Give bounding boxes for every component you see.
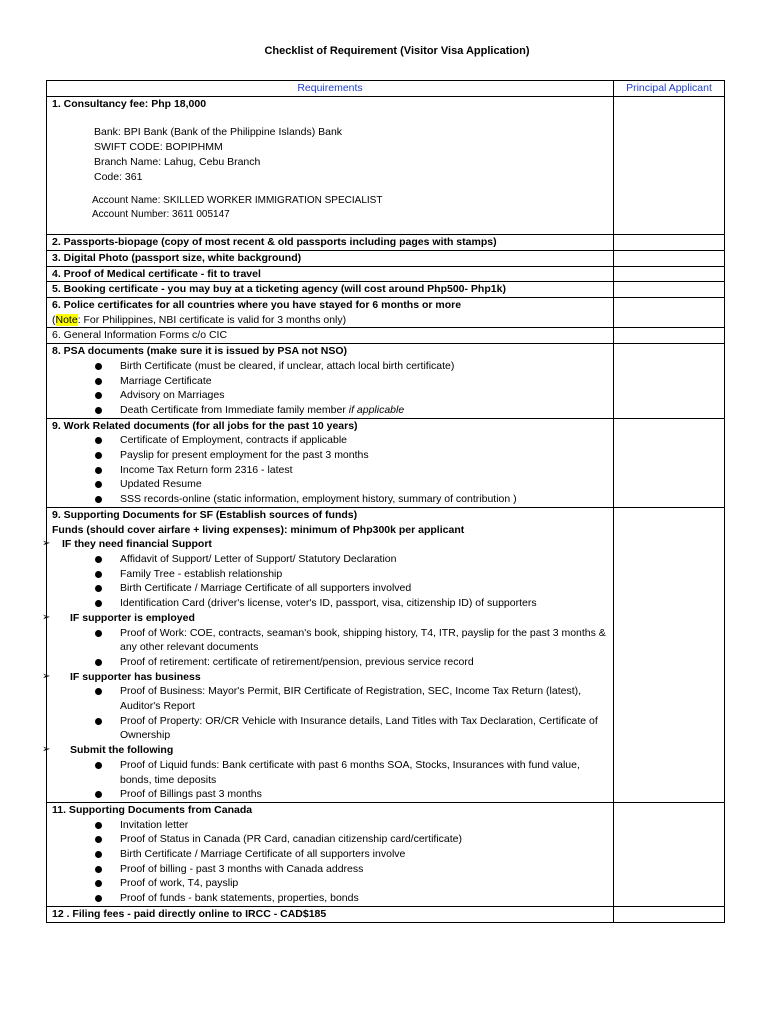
work-list	[52, 433, 613, 507]
bullet-dot-icon	[95, 407, 102, 414]
req-9-title: 9. Work Related documents (for all jobs for the past 10 years)	[52, 419, 358, 432]
bullet-dot-icon	[95, 688, 102, 695]
list-item: Proof of funds - bank statements, properties, bonds	[52, 891, 613, 906]
bank-name: Bank: BPI Bank (Bank of the Philippine Islands) Bank	[94, 126, 343, 139]
bullet-dot-icon	[95, 791, 102, 798]
req-12: 12 . Filing fees - paid directly online to IRCC - CAD$185	[47, 906, 614, 922]
table-row	[47, 328, 725, 344]
table-row	[47, 344, 725, 419]
req-5: 5. Booking certificate - you may buy at a ticketing agency (will cost around Php500- Php1k)	[47, 282, 614, 298]
psa-list	[52, 359, 613, 418]
group-submit-following: ➢ Submit the following	[42, 744, 174, 757]
bullet-dot-icon	[95, 866, 102, 873]
req-6b: 6. General Information Forms c/o CIC	[47, 328, 614, 344]
bank-code: Code: 361	[94, 170, 143, 183]
bullet-dot-icon	[95, 496, 102, 503]
principal-cell	[614, 96, 725, 235]
bullet-dot-icon	[95, 363, 102, 370]
table-row	[47, 250, 725, 266]
req-11-title: 11. Supporting Documents from Canada	[52, 803, 253, 816]
list-item: Invitation letter	[52, 818, 613, 833]
list-item: Affidavit of Support/ Letter of Support/ Statutory Declaration	[52, 552, 613, 567]
table-row	[47, 298, 725, 328]
principal-cell	[614, 906, 725, 922]
bullet-dot-icon	[95, 378, 102, 385]
bank-details	[52, 125, 613, 184]
list-item: Proof of Status in Canada (PR Card, canadian citizenship card/certificate)	[52, 832, 613, 847]
bullet-dot-icon	[95, 880, 102, 887]
list-item: Proof of billing - past 3 months with Canada address	[52, 862, 613, 877]
list-item: Proof of Billings past 3 months	[52, 787, 613, 802]
req-1-title: 1. Consultancy fee: Php 18,000	[52, 97, 207, 110]
principal-cell	[614, 298, 725, 328]
branch-name: Branch Name: Lahug, Cebu Branch	[94, 155, 261, 168]
arrow-bullet-icon: ➢	[42, 611, 51, 623]
principal-cell	[614, 235, 725, 251]
req-6-note: (Note: For Philippines, NBI certificate is valid for 3 months only)	[52, 313, 347, 326]
list-item: Certificate of Employment, contracts if applicable	[52, 433, 613, 448]
principal-cell	[614, 802, 725, 906]
bullet-dot-icon	[95, 659, 102, 666]
list-item: Birth Certificate / Marriage Certificate of all supporters involve	[52, 847, 613, 862]
req-2: 2. Passports-biopage (copy of most recent & old passports including pages with stamps)	[47, 235, 614, 251]
bullet-dot-icon	[95, 437, 102, 444]
bullet-dot-icon	[95, 762, 102, 769]
arrow-bullet-icon: ➢	[42, 744, 51, 756]
bullet-dot-icon	[95, 718, 102, 725]
list-item: Income Tax Return form 2316 - latest	[52, 463, 613, 478]
header-requirements: Requirements	[47, 81, 614, 97]
principal-cell	[614, 344, 725, 419]
req-6-title: 6. Police certificates for all countries where you have stayed for 6 months or more	[52, 299, 462, 312]
list-item: Payslip for present employment for the past 3 months	[52, 448, 613, 463]
principal-cell	[614, 282, 725, 298]
table-row	[47, 906, 725, 922]
note-highlight: Note	[55, 313, 78, 326]
req-9b-title: 9. Supporting Documents for SF (Establish sources of funds)	[52, 508, 358, 521]
list-item: Marriage Certificate	[52, 374, 613, 389]
bullet-dot-icon	[95, 851, 102, 858]
list-item: Advisory on Marriages	[52, 388, 613, 403]
account-details	[52, 194, 613, 234]
bullet-dot-icon	[95, 585, 102, 592]
group-supporter-employed: ➢ IF supporter is employed	[42, 611, 195, 624]
bullet-dot-icon	[95, 600, 102, 607]
table-header-row	[47, 81, 725, 97]
list-item: Identification Card (driver's license, voter's ID, passport, visa, citizenship ID) of supporters	[52, 596, 613, 611]
principal-cell	[614, 507, 725, 802]
req-3: 3. Digital Photo (passport size, white background)	[47, 250, 614, 266]
arrow-bullet-icon: ➢	[42, 670, 51, 682]
principal-cell	[614, 418, 725, 507]
bullet-dot-icon	[95, 556, 102, 563]
page-title: Checklist of Requirement (Visitor Visa Application)	[264, 45, 530, 57]
bullet-dot-icon	[95, 392, 102, 399]
bullet-dot-icon	[95, 481, 102, 488]
req-4: 4. Proof of Medical certificate - fit to travel	[47, 266, 614, 282]
group-supporter-business: ➢ IF supporter has business	[42, 670, 201, 683]
bullet-dot-icon	[95, 467, 102, 474]
list-item: Proof of Property: OR/CR Vehicle with Insurance details, Land Titles with Tax Declaration, Certificate of Ownership	[52, 714, 613, 743]
table-row	[47, 802, 725, 906]
group-financial-support: ➢ IF they need financial Support	[42, 538, 212, 551]
swift-code: SWIFT CODE: BOPIPHMM	[94, 141, 223, 154]
list-item: Birth Certificate / Marriage Certificate of all supporters involved	[52, 581, 613, 596]
req-9b-subtitle: Funds (should cover airfare + living expenses): minimum of Php300k per applicant	[52, 523, 465, 536]
bullet-dot-icon	[95, 571, 102, 578]
list-item: Death Certificate from Immediate family member if applicable	[52, 403, 613, 418]
bullet-dot-icon	[95, 630, 102, 637]
canada-list	[52, 818, 613, 906]
table-row	[47, 96, 725, 235]
bullet-dot-icon	[95, 822, 102, 829]
table-row	[47, 282, 725, 298]
list-item: Updated Resume	[52, 477, 613, 492]
list-item: Birth Certificate (must be cleared, if unclear, attach local birth certificate)	[52, 359, 613, 374]
list-item: Proof of Liquid funds: Bank certificate with past 6 months SOA, Stocks, Insurances with fund value, bonds, time deposits	[52, 758, 613, 787]
principal-cell	[614, 328, 725, 344]
table-row	[47, 507, 725, 802]
list-item: Family Tree - establish relationship	[52, 567, 613, 582]
account-name: Account Name: SKILLED WORKER IMMIGRATION SPECIALIST	[92, 195, 383, 207]
bullet-dot-icon	[95, 452, 102, 459]
arrow-bullet-icon: ➢	[42, 538, 51, 550]
principal-cell	[614, 266, 725, 282]
list-item: Proof of retirement: certificate of retirement/pension, previous service record	[52, 655, 613, 670]
bullet-dot-icon	[95, 836, 102, 843]
principal-cell	[614, 250, 725, 266]
list-item: Proof of work, T4, payslip	[52, 876, 613, 891]
list-item: Proof of Business: Mayor's Permit, BIR Certificate of Registration, SEC, Income Tax Return (latest), Auditor's Report	[52, 684, 613, 713]
table-row	[47, 418, 725, 507]
req-8-title: 8. PSA documents (make sure it is issued by PSA not NSO)	[52, 345, 348, 358]
table-row	[47, 266, 725, 282]
bullet-dot-icon	[95, 895, 102, 902]
table-row	[47, 235, 725, 251]
requirements-table	[42, 80, 725, 923]
account-number: Account Number: 3611 005147	[92, 209, 230, 221]
header-principal-applicant: Principal Applicant	[614, 81, 725, 97]
list-item: SSS records-online (static information, employment history, summary of contribution )	[52, 492, 613, 507]
list-item: Proof of Work: COE, contracts, seaman's book, shipping history, T4, ITR, payslip for the past 3 months & any other relevant documents	[52, 626, 613, 655]
